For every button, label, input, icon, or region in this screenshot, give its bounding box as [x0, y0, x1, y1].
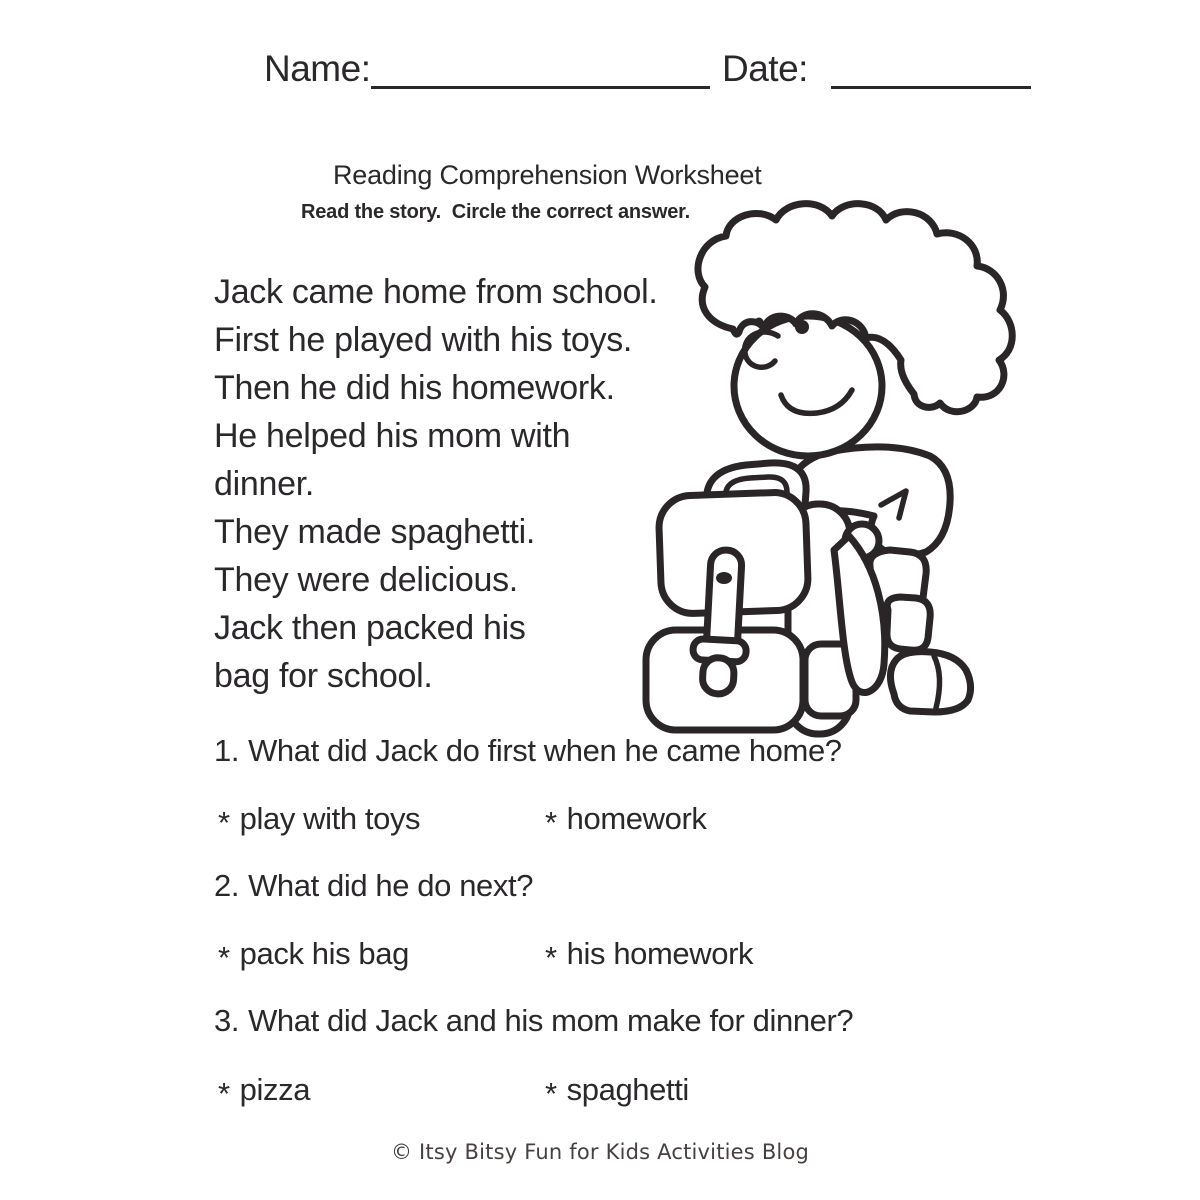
asterisk-bullet: * — [218, 805, 230, 840]
option-label: play with toys — [239, 801, 421, 836]
story-line: Jack came home from school. — [214, 273, 658, 311]
question-1-option-2[interactable] — [545, 801, 707, 840]
story-text — [214, 268, 658, 700]
asterisk-bullet: * — [218, 940, 230, 975]
question-1-number: 1. — [214, 733, 240, 768]
option-label: pizza — [239, 1072, 311, 1107]
question-3-option-2[interactable] — [545, 1072, 689, 1111]
story-line: He helped his mom with — [214, 417, 571, 455]
asterisk-bullet: * — [545, 1076, 557, 1111]
story-line: dinner. — [214, 465, 314, 503]
question-2-options — [0, 936, 1200, 975]
question-3-options — [0, 1072, 1200, 1111]
question-2-option-1[interactable] — [218, 936, 409, 975]
boy-with-backpack-illustration — [638, 194, 1016, 742]
date-label: Date: — [722, 48, 808, 89]
story-line: bag for school. — [214, 657, 433, 695]
page-instructions: Read the story. Circle the correct answer. — [301, 201, 690, 223]
option-label: his homework — [566, 936, 754, 971]
question-2-number: 2. — [214, 868, 240, 903]
story-line: First he played with his toys. — [214, 321, 633, 359]
question-1-text: What did Jack do first when he came home? — [248, 733, 842, 768]
question-1 — [214, 733, 842, 769]
question-3-number: 3. — [214, 1003, 240, 1038]
page-title: Reading Comprehension Worksheet — [333, 160, 762, 190]
asterisk-bullet: * — [545, 805, 557, 840]
date-blank-line[interactable] — [831, 86, 1031, 89]
question-3-text: What did Jack and his mom make for dinner? — [248, 1003, 854, 1038]
story-line: Jack then packed his — [214, 609, 526, 647]
option-label: homework — [566, 801, 707, 836]
copyright-credit: © Itsy Bitsy Fun for Kids Activities Blog — [390, 1140, 810, 1164]
question-3 — [214, 1003, 853, 1039]
story-line: They made spaghetti. — [214, 513, 535, 551]
question-1-options — [0, 801, 1200, 840]
story-line: Then he did his homework. — [214, 369, 615, 407]
option-label: spaghetti — [566, 1072, 689, 1107]
story-line: They were delicious. — [214, 561, 518, 599]
name-label: Name: — [264, 48, 371, 89]
question-2 — [214, 868, 533, 904]
question-1-option-1[interactable] — [218, 801, 421, 840]
asterisk-bullet: * — [545, 940, 557, 975]
option-label: pack his bag — [239, 936, 409, 971]
name-blank-line[interactable] — [371, 86, 710, 89]
question-2-text: What did he do next? — [248, 868, 534, 903]
asterisk-bullet: * — [218, 1076, 230, 1111]
question-2-option-2[interactable] — [545, 936, 754, 975]
question-3-option-1[interactable] — [218, 1072, 311, 1111]
